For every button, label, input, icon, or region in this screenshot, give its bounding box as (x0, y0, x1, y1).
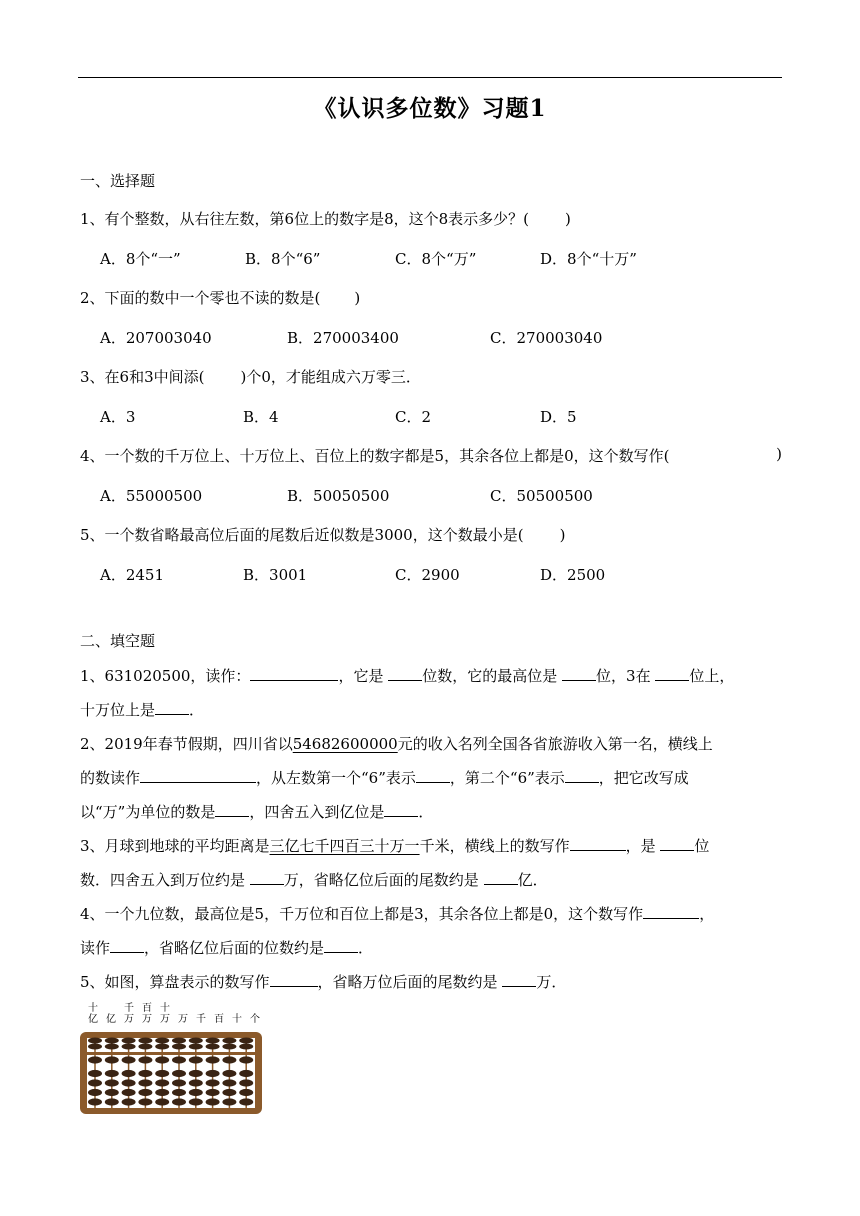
header-rule (78, 77, 782, 78)
answer-blank[interactable] (562, 665, 596, 681)
question-text: 2、下面的数中一个零也不读的数是( (80, 289, 321, 307)
text: ． (418, 803, 434, 821)
answer-blank[interactable] (384, 801, 418, 817)
abacus-bead (105, 1098, 119, 1105)
abacus-bead (88, 1089, 102, 1096)
abacus-bead (222, 1038, 236, 1044)
abacus-label: 亿 (106, 1014, 116, 1025)
answer-blank[interactable] (484, 869, 518, 885)
text: 位，3在 (596, 667, 651, 685)
abacus-bead (105, 1070, 119, 1077)
question-3 (80, 366, 421, 387)
section-heading-choice: 一、选择题 (80, 172, 156, 190)
abacus-bead (239, 1056, 253, 1063)
question-2 (80, 287, 360, 308)
fill-4-line-1 (80, 903, 782, 924)
text: ，四舍五入到亿位是 (249, 803, 385, 821)
abacus-illustration (78, 1030, 264, 1116)
option-c: C．2 (395, 408, 432, 426)
abacus-bead (105, 1056, 119, 1063)
abacus-label: 十 (232, 1014, 242, 1025)
fill-5 (80, 971, 566, 992)
text: 的数读作 (80, 769, 141, 787)
fill-2-line-3 (80, 801, 433, 822)
option-b: B．270003400 (287, 329, 399, 347)
answer-blank[interactable] (565, 767, 599, 783)
abacus-bead (88, 1056, 102, 1063)
abacus-bead (189, 1038, 203, 1044)
abacus-bead (206, 1038, 220, 1044)
abacus-bead (239, 1070, 253, 1077)
answer-blank[interactable] (140, 767, 256, 783)
answer-blank[interactable] (110, 937, 144, 953)
option-d: D．8个“十万” (540, 250, 637, 268)
text: ，省略亿位后面的位数约是 (144, 939, 325, 957)
answer-blank[interactable] (655, 665, 689, 681)
abacus-bead (222, 1056, 236, 1063)
abacus-label: 个 (250, 1014, 260, 1025)
abacus-top-label: 千 (124, 1003, 134, 1014)
abacus-label: 万 (124, 1014, 134, 1025)
text: 位数，它的最高位是 (422, 667, 558, 685)
abacus-bead (172, 1044, 186, 1050)
text: ． (189, 701, 205, 719)
text: 2、2019年春节假期，四川省以 (80, 735, 293, 753)
answer-blank[interactable] (502, 971, 536, 987)
abacus-bead (222, 1089, 236, 1096)
abacus-bead (206, 1070, 220, 1077)
abacus-bead (105, 1089, 119, 1096)
text: ，它是 (338, 667, 384, 685)
answer-blank[interactable] (155, 699, 189, 715)
answer-blank[interactable] (270, 971, 318, 987)
fill-3-line-1 (80, 835, 782, 856)
question-text: 5、一个数省略最高位后面的尾数后近似数是3000，这个数最小是( (80, 526, 524, 544)
paren-close: ) (565, 210, 571, 228)
text: ，从左数第一个“6”表示 (256, 769, 416, 787)
text: ，把它改写成 (598, 769, 689, 787)
abacus-bead (105, 1079, 119, 1086)
abacus-bead (206, 1098, 220, 1105)
abacus-bead (138, 1098, 152, 1105)
option-b: B．4 (243, 408, 279, 426)
text: 4、一个九位数，最高位是5，千万位和百位上都是3，其余各位上都是0，这个数写作 (80, 905, 644, 923)
abacus-bead (189, 1056, 203, 1063)
abacus-bead (206, 1056, 220, 1063)
abacus-bead (172, 1038, 186, 1044)
abacus-bead (88, 1079, 102, 1086)
option-a: A．3 (100, 408, 136, 426)
fill-1-line-1 (80, 665, 782, 686)
text: 以“万”为单位的数是 (80, 803, 216, 821)
abacus-bead (155, 1089, 169, 1096)
abacus-bead (122, 1044, 136, 1050)
abacus-bead (206, 1044, 220, 1050)
abacus-label: 亿 (88, 1014, 98, 1025)
question-text: 1、有个整数，从右往左数，第6位上的数字是8，这个8表示多少？( (80, 210, 530, 228)
abacus-bead (155, 1038, 169, 1044)
answer-blank[interactable] (215, 801, 249, 817)
abacus-top-label: 百 (142, 1003, 152, 1014)
option-a: A．8个“一” (100, 250, 181, 268)
fill-3-line-2 (80, 869, 548, 890)
fill-2-line-2 (80, 767, 782, 788)
answer-blank[interactable] (324, 937, 358, 953)
answer-blank[interactable] (416, 767, 450, 783)
abacus-bead (172, 1098, 186, 1105)
question-text: 3、在6和3中间添( (80, 368, 205, 386)
text: 千米，横线上的数写作 (419, 837, 570, 855)
abacus-bead (138, 1070, 152, 1077)
abacus-beam (87, 1052, 255, 1055)
abacus-bead (172, 1056, 186, 1063)
option-b: B．8个“6” (245, 250, 321, 268)
abacus-bead (239, 1044, 253, 1050)
page-title: 《认识多位数》习题1 (313, 95, 547, 122)
text: ，省略万位后面的尾数约是 (317, 973, 498, 991)
text: ． (358, 939, 374, 957)
abacus-bead (138, 1056, 152, 1063)
answer-blank[interactable] (643, 903, 699, 919)
abacus-bead (206, 1089, 220, 1096)
abacus-bead (138, 1044, 152, 1050)
abacus-bead (88, 1038, 102, 1044)
abacus-label: 百 (214, 1014, 224, 1025)
text: 万． (536, 973, 567, 991)
underlined-number: 54682600000 (292, 735, 398, 753)
abacus-bead (138, 1089, 152, 1096)
abacus-label: 万 (142, 1014, 152, 1025)
text: 5、如图，算盘表示的数写作 (80, 973, 270, 991)
abacus-bead (138, 1038, 152, 1044)
paren-close: ) (559, 526, 566, 544)
answer-blank[interactable] (250, 869, 284, 885)
abacus-bead (88, 1044, 102, 1050)
option-d: D．5 (540, 408, 577, 426)
text: 读作 (80, 939, 111, 957)
abacus-bead (239, 1098, 253, 1105)
abacus-bead (189, 1079, 203, 1086)
abacus-bead (122, 1070, 136, 1077)
question-4 (80, 445, 782, 466)
text: 元的收入名列全国各省旅游收入第一名，横线上 (397, 735, 713, 753)
abacus-top-label: 十 (88, 1003, 98, 1014)
text: 1、631020500，读作： (80, 667, 251, 685)
abacus-bead (155, 1044, 169, 1050)
underlined-number: 三亿七千四百三十万一 (269, 837, 420, 855)
abacus-label: 万 (178, 1014, 188, 1025)
abacus-bead (122, 1079, 136, 1086)
answer-blank[interactable] (250, 665, 338, 681)
abacus-bead (122, 1098, 136, 1105)
option-c: C．8个“万” (395, 250, 477, 268)
section-heading-fill: 二、填空题 (80, 632, 156, 650)
answer-blank[interactable] (388, 665, 422, 681)
abacus-bead (155, 1070, 169, 1077)
abacus-bead (172, 1089, 186, 1096)
text: 十万位上是 (80, 701, 156, 719)
text: 位 (694, 837, 710, 855)
abacus-bead (189, 1089, 203, 1096)
abacus-bead (88, 1070, 102, 1077)
text: 3、月球到地球的平均距离是 (80, 837, 270, 855)
fill-4-line-2 (80, 937, 373, 958)
question-text-end: )个0，才能组成六万零三． (240, 368, 421, 386)
abacus-bead (189, 1070, 203, 1077)
question-1 (80, 208, 571, 229)
abacus-bead (189, 1044, 203, 1050)
abacus-bead (239, 1089, 253, 1096)
option-d: D．2500 (540, 566, 606, 584)
paren-close: ) (354, 289, 361, 307)
abacus-bead (138, 1079, 152, 1086)
abacus-bead (189, 1098, 203, 1105)
fill-1-line-2 (80, 699, 204, 720)
option-a: A．55000500 (100, 487, 203, 505)
abacus-bead (105, 1044, 119, 1050)
question-text: 4、一个数的千万位上、十万位上、百位上的数字都是5，其余各位上都是0，这个数写作( (80, 447, 670, 465)
abacus-bead (155, 1098, 169, 1105)
text: 亿． (517, 871, 548, 889)
abacus-bead (222, 1098, 236, 1105)
question-5 (80, 524, 565, 545)
abacus-label: 万 (160, 1014, 170, 1025)
answer-blank[interactable] (570, 835, 626, 851)
option-a: A．207003040 (100, 329, 212, 347)
abacus-bead (239, 1038, 253, 1044)
option-a: A．2451 (100, 566, 165, 584)
text: ， (699, 905, 715, 923)
abacus-bead (206, 1079, 220, 1086)
abacus-bead (88, 1098, 102, 1105)
text: 数．四舍五入到万位约是 (80, 871, 246, 889)
abacus-bead (222, 1070, 236, 1077)
option-b: B．3001 (243, 566, 308, 584)
abacus-bead (172, 1079, 186, 1086)
abacus-top-label: 十 (160, 1003, 170, 1014)
abacus-bead (155, 1079, 169, 1086)
abacus-bead (122, 1038, 136, 1044)
abacus-bead (239, 1079, 253, 1086)
paren-close: ) (776, 445, 782, 463)
text: 万，省略亿位后面的尾数约是 (283, 871, 479, 889)
text: ，是 (625, 837, 656, 855)
option-c: C．50500500 (490, 487, 593, 505)
abacus-bead (172, 1070, 186, 1077)
abacus-bead (105, 1038, 119, 1044)
abacus-bead (122, 1089, 136, 1096)
abacus-bead (222, 1044, 236, 1050)
fill-2-line-1 (80, 733, 782, 754)
option-c: C．2900 (395, 566, 460, 584)
abacus-label: 千 (196, 1014, 206, 1025)
abacus-bead (222, 1079, 236, 1086)
answer-blank[interactable] (660, 835, 694, 851)
option-b: B．50050500 (287, 487, 390, 505)
text: 位上， (689, 667, 735, 685)
abacus-bead (155, 1056, 169, 1063)
abacus-bead (122, 1056, 136, 1063)
text: ，第二个“6”表示 (449, 769, 565, 787)
option-c: C．270003040 (490, 329, 603, 347)
